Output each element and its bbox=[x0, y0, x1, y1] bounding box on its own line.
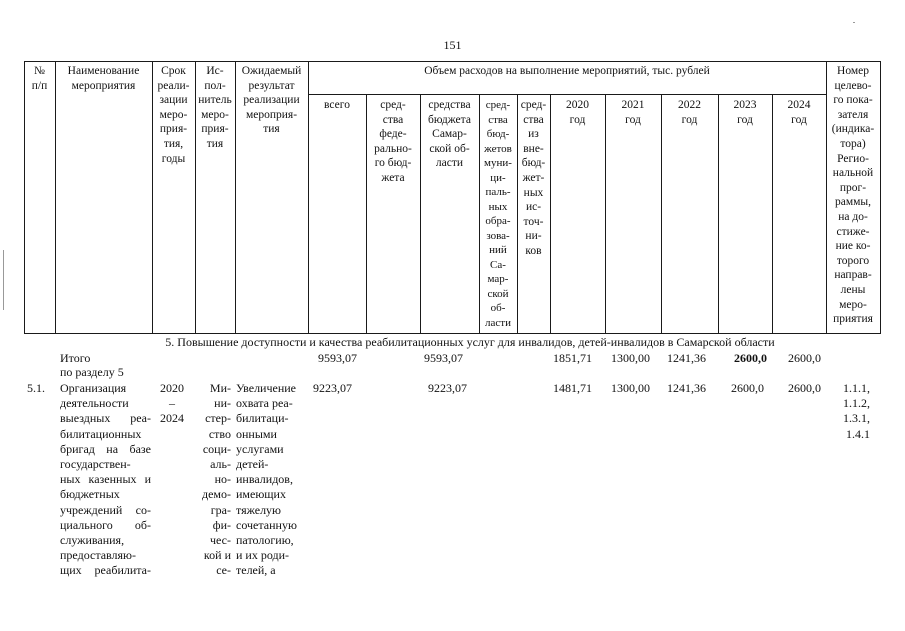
total-row-total: 9593,07 bbox=[318, 351, 357, 365]
header-indicator: Номер целево- го пока- зателя (индика- тора) Регио- нальной прог- раммы, на до- стиже- ние ко- торого направ- лены меро- приятия bbox=[831, 65, 875, 326]
row-5-1-2022: 1241,36 bbox=[667, 381, 706, 395]
total-row-2022: 1241,36 bbox=[667, 351, 706, 365]
header-expenses: Объем расходов на выполнение мероприятий, тыс. рублей bbox=[424, 65, 710, 77]
header-regional: средства бюджета Самар- ской об- ласти bbox=[428, 99, 471, 170]
scan-mark bbox=[853, 22, 855, 23]
header-total: всего bbox=[324, 99, 350, 111]
total-row-2023: 2600,0 bbox=[734, 351, 767, 365]
header-num: № п/п bbox=[31, 65, 48, 92]
header-2023: 2023 год bbox=[733, 99, 757, 126]
total-row-label: Итого по разделу 5 bbox=[60, 351, 124, 379]
header-result: Ожидаемый результат реализации мероприя- тия bbox=[241, 65, 302, 136]
row-5-1-2024: 2600,0 bbox=[788, 381, 821, 395]
header-municipal: сред- ства бюд- жетов муни- ци- паль- ных обра- зова- ний Са- мар- ской об- ласти bbox=[484, 99, 512, 329]
header-extra: сред- ства из вне- бюд- жет- ных ис- точ- ни- ков bbox=[520, 99, 547, 257]
header-2020: 2020 год bbox=[566, 99, 589, 126]
header-executor: Ис- пол- нитель меро- прия- тия bbox=[198, 65, 232, 150]
header-2024: 2024 год bbox=[787, 99, 811, 126]
row-5-1-name: Организация деятельности выездных реа- билитационных бригад на базе государствен- ных казенных и бюджетных учреждений со- циального об- служивания, предоставляю- щих реабилита- bbox=[60, 381, 151, 578]
row-5-1-2020: 1481,71 bbox=[553, 381, 592, 395]
header-name: Наименование мероприятия bbox=[67, 65, 140, 92]
row-5-1-2021: 1300,00 bbox=[611, 381, 650, 395]
total-row-2020: 1851,71 bbox=[553, 351, 592, 365]
total-row-2024: 2600,0 bbox=[788, 351, 821, 365]
page-number: 151 bbox=[443, 38, 462, 52]
header-federal: сред- ства феде- рально- го бюд- жета bbox=[374, 99, 412, 184]
row-5-1-num: 5.1. bbox=[27, 381, 45, 395]
row-5-1-regional: 9223,07 bbox=[428, 381, 467, 395]
row-5-1-indicators: 1.1.1, 1.1.2, 1.3.1, 1.4.1 bbox=[843, 381, 870, 441]
total-row-2021: 1300,00 bbox=[611, 351, 650, 365]
total-row-regional: 9593,07 bbox=[424, 351, 463, 365]
row-5-1-term: 2020 – 2024 bbox=[160, 381, 184, 426]
header-2022: 2022 год bbox=[678, 99, 701, 126]
row-5-1-executor: Ми- ни- стер- ство соци- аль- но- демо- гра- фи- чес- кой и се- bbox=[201, 381, 231, 578]
scan-mark bbox=[3, 250, 4, 310]
section-title: 5. Повышение доступности и качества реабилитационных услуг для инвалидов, детей-инвалидов в Самарской области bbox=[165, 335, 775, 349]
header-term: Срок реали- зации меро- прия- тия, годы bbox=[157, 65, 190, 165]
header-2021: 2021 год bbox=[621, 99, 645, 126]
row-5-1-2023: 2600,0 bbox=[731, 381, 764, 395]
row-5-1-result: Увеличение охвата реа- билитаци- онными услугами детей- инвалидов, имеющих тяжелую сочетанную патологию, и их роди- телей, а bbox=[236, 381, 297, 578]
row-5-1-total: 9223,07 bbox=[313, 381, 352, 395]
